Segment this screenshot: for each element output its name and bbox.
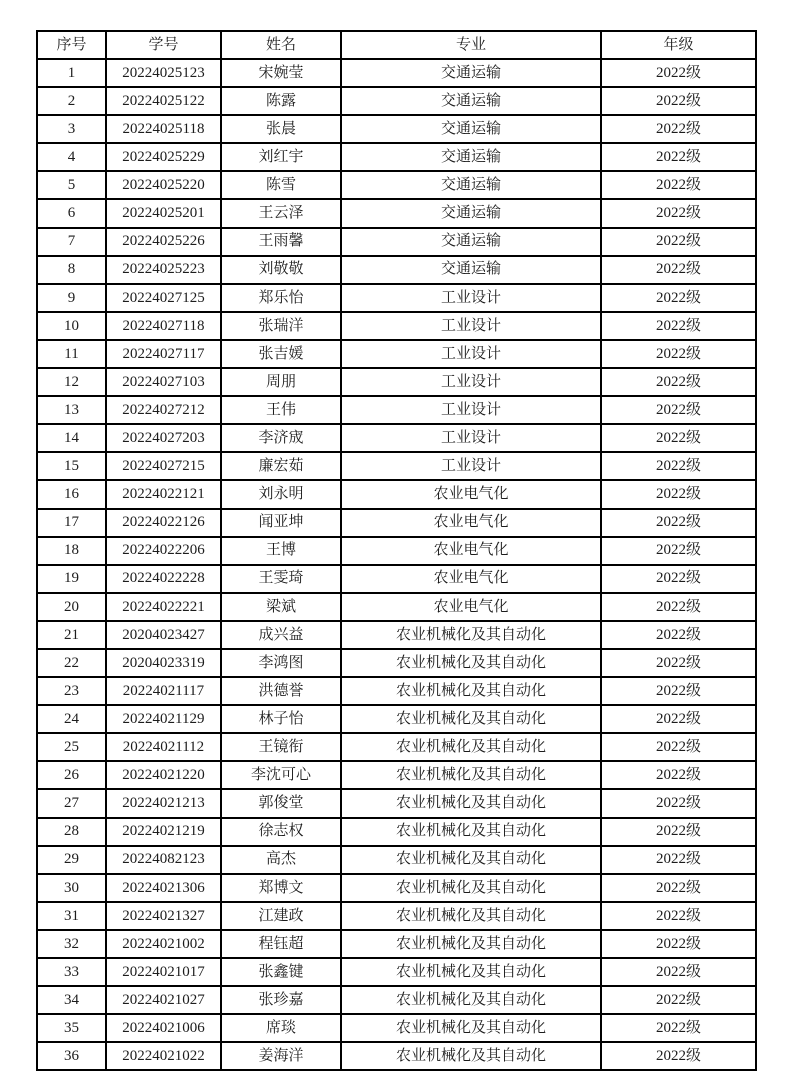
- table-row: [37, 199, 756, 227]
- cell-grade: 2022级: [601, 537, 756, 565]
- table-row: [37, 818, 756, 846]
- cell-name: 林子怡: [221, 705, 341, 733]
- cell-name: 张吉媛: [221, 340, 341, 368]
- cell-name: 王雨馨: [221, 228, 341, 256]
- cell-grade: 2022级: [601, 958, 756, 986]
- cell-student-id: 20224025226: [106, 228, 221, 256]
- cell-grade: 2022级: [601, 396, 756, 424]
- table-row: [37, 958, 756, 986]
- cell-major: 交通运输: [341, 199, 601, 227]
- cell-major: 工业设计: [341, 396, 601, 424]
- cell-index: 4: [37, 143, 106, 171]
- cell-name: 程钰超: [221, 930, 341, 958]
- cell-student-id: 20224022228: [106, 565, 221, 593]
- cell-major: 农业电气化: [341, 565, 601, 593]
- cell-index: 22: [37, 649, 106, 677]
- cell-major: 交通运输: [341, 171, 601, 199]
- cell-major: 工业设计: [341, 284, 601, 312]
- cell-major: 交通运输: [341, 59, 601, 87]
- header-cell-name: 姓名: [221, 31, 341, 59]
- cell-index: 3: [37, 115, 106, 143]
- cell-index: 7: [37, 228, 106, 256]
- cell-major: 农业机械化及其自动化: [341, 930, 601, 958]
- table-row: [37, 340, 756, 368]
- cell-name: 王雯琦: [221, 565, 341, 593]
- cell-major: 农业机械化及其自动化: [341, 958, 601, 986]
- cell-index: 17: [37, 509, 106, 537]
- cell-major: 农业机械化及其自动化: [341, 761, 601, 789]
- cell-major: 农业电气化: [341, 593, 601, 621]
- cell-student-id: 20224021027: [106, 986, 221, 1014]
- cell-student-id: 20224027125: [106, 284, 221, 312]
- cell-name: 张瑞洋: [221, 312, 341, 340]
- cell-index: 33: [37, 958, 106, 986]
- cell-grade: 2022级: [601, 480, 756, 508]
- cell-major: 农业机械化及其自动化: [341, 902, 601, 930]
- cell-student-id: 20224025122: [106, 87, 221, 115]
- table-row: [37, 1042, 756, 1070]
- table-row: [37, 761, 756, 789]
- cell-index: 11: [37, 340, 106, 368]
- table-row: [37, 621, 756, 649]
- cell-name: 刘红宇: [221, 143, 341, 171]
- table-row: [37, 284, 756, 312]
- cell-major: 工业设计: [341, 452, 601, 480]
- cell-student-id: 20224021220: [106, 761, 221, 789]
- cell-name: 王云泽: [221, 199, 341, 227]
- cell-grade: 2022级: [601, 59, 756, 87]
- cell-name: 郑乐怡: [221, 284, 341, 312]
- cell-major: 农业机械化及其自动化: [341, 846, 601, 874]
- cell-student-id: 20224027215: [106, 452, 221, 480]
- cell-index: 8: [37, 256, 106, 284]
- cell-grade: 2022级: [601, 649, 756, 677]
- cell-student-id: 20224027203: [106, 424, 221, 452]
- table-row: [37, 87, 756, 115]
- cell-student-id: 20204023427: [106, 621, 221, 649]
- cell-name: 洪德誉: [221, 677, 341, 705]
- table-header-row: [37, 31, 756, 59]
- cell-index: 19: [37, 565, 106, 593]
- cell-name: 王镜衔: [221, 733, 341, 761]
- cell-index: 35: [37, 1014, 106, 1042]
- cell-name: 刘敬敬: [221, 256, 341, 284]
- cell-name: 李沈可心: [221, 761, 341, 789]
- cell-grade: 2022级: [601, 761, 756, 789]
- table-row: [37, 424, 756, 452]
- cell-grade: 2022级: [601, 733, 756, 761]
- cell-student-id: 20224021117: [106, 677, 221, 705]
- cell-index: 34: [37, 986, 106, 1014]
- cell-index: 9: [37, 284, 106, 312]
- cell-name: 廉宏茹: [221, 452, 341, 480]
- cell-student-id: 20224021002: [106, 930, 221, 958]
- cell-index: 5: [37, 171, 106, 199]
- cell-index: 29: [37, 846, 106, 874]
- cell-student-id: 20224022126: [106, 509, 221, 537]
- table-row: [37, 593, 756, 621]
- header-cell-grade: 年级: [601, 31, 756, 59]
- table-row: [37, 143, 756, 171]
- cell-major: 农业机械化及其自动化: [341, 649, 601, 677]
- table-row: [37, 480, 756, 508]
- cell-name: 张珍嘉: [221, 986, 341, 1014]
- cell-name: 李济宬: [221, 424, 341, 452]
- student-roster-table: [36, 30, 757, 1071]
- cell-grade: 2022级: [601, 228, 756, 256]
- cell-index: 31: [37, 902, 106, 930]
- cell-student-id: 20224025123: [106, 59, 221, 87]
- cell-name: 王博: [221, 537, 341, 565]
- table-row: [37, 228, 756, 256]
- cell-major: 农业机械化及其自动化: [341, 874, 601, 902]
- table-row: [37, 368, 756, 396]
- cell-major: 农业机械化及其自动化: [341, 705, 601, 733]
- cell-major: 农业电气化: [341, 509, 601, 537]
- cell-major: 工业设计: [341, 368, 601, 396]
- table-row: [37, 452, 756, 480]
- table-row: [37, 986, 756, 1014]
- cell-name: 梁斌: [221, 593, 341, 621]
- cell-grade: 2022级: [601, 312, 756, 340]
- table-row: [37, 1014, 756, 1042]
- cell-name: 张晨: [221, 115, 341, 143]
- cell-index: 16: [37, 480, 106, 508]
- cell-student-id: 20224025201: [106, 199, 221, 227]
- cell-index: 26: [37, 761, 106, 789]
- cell-name: 徐志权: [221, 818, 341, 846]
- cell-name: 刘永明: [221, 480, 341, 508]
- cell-index: 20: [37, 593, 106, 621]
- cell-name: 席琰: [221, 1014, 341, 1042]
- cell-name: 姜海洋: [221, 1042, 341, 1070]
- cell-student-id: 20224027117: [106, 340, 221, 368]
- cell-name: 郭俊堂: [221, 789, 341, 817]
- cell-student-id: 20224027212: [106, 396, 221, 424]
- cell-major: 农业机械化及其自动化: [341, 1042, 601, 1070]
- table-row: [37, 846, 756, 874]
- table-row: [37, 874, 756, 902]
- cell-index: 2: [37, 87, 106, 115]
- cell-student-id: 20224082123: [106, 846, 221, 874]
- header-cell-major: 专业: [341, 31, 601, 59]
- cell-major: 农业机械化及其自动化: [341, 789, 601, 817]
- cell-major: 工业设计: [341, 424, 601, 452]
- cell-grade: 2022级: [601, 256, 756, 284]
- cell-grade: 2022级: [601, 565, 756, 593]
- cell-major: 交通运输: [341, 87, 601, 115]
- cell-name: 张鑫键: [221, 958, 341, 986]
- cell-index: 25: [37, 733, 106, 761]
- cell-name: 郑博文: [221, 874, 341, 902]
- cell-index: 18: [37, 537, 106, 565]
- cell-grade: 2022级: [601, 368, 756, 396]
- cell-name: 陈雪: [221, 171, 341, 199]
- cell-index: 14: [37, 424, 106, 452]
- cell-grade: 2022级: [601, 846, 756, 874]
- cell-grade: 2022级: [601, 171, 756, 199]
- cell-grade: 2022级: [601, 143, 756, 171]
- cell-major: 交通运输: [341, 115, 601, 143]
- cell-name: 王伟: [221, 396, 341, 424]
- cell-index: 10: [37, 312, 106, 340]
- cell-index: 24: [37, 705, 106, 733]
- cell-index: 15: [37, 452, 106, 480]
- table-row: [37, 733, 756, 761]
- cell-grade: 2022级: [601, 705, 756, 733]
- header-cell-index: 序号: [37, 31, 106, 59]
- cell-index: 30: [37, 874, 106, 902]
- cell-index: 1: [37, 59, 106, 87]
- cell-student-id: 20224021129: [106, 705, 221, 733]
- cell-student-id: 20224021219: [106, 818, 221, 846]
- cell-student-id: 20224021017: [106, 958, 221, 986]
- table-row: [37, 59, 756, 87]
- cell-name: 李鸿图: [221, 649, 341, 677]
- cell-student-id: 20224022206: [106, 537, 221, 565]
- cell-index: 6: [37, 199, 106, 227]
- cell-student-id: 20224027103: [106, 368, 221, 396]
- cell-grade: 2022级: [601, 986, 756, 1014]
- cell-major: 农业机械化及其自动化: [341, 1014, 601, 1042]
- table-row: [37, 256, 756, 284]
- cell-index: 23: [37, 677, 106, 705]
- table-row: [37, 930, 756, 958]
- cell-major: 农业机械化及其自动化: [341, 677, 601, 705]
- cell-index: 13: [37, 396, 106, 424]
- cell-major: 交通运输: [341, 228, 601, 256]
- cell-major: 农业机械化及其自动化: [341, 818, 601, 846]
- cell-name: 高杰: [221, 846, 341, 874]
- table-row: [37, 509, 756, 537]
- cell-student-id: 20224027118: [106, 312, 221, 340]
- table-row: [37, 396, 756, 424]
- cell-student-id: 20224021112: [106, 733, 221, 761]
- cell-name: 陈露: [221, 87, 341, 115]
- cell-grade: 2022级: [601, 930, 756, 958]
- header-cell-student-id: 学号: [106, 31, 221, 59]
- table-row: [37, 902, 756, 930]
- table-row: [37, 537, 756, 565]
- cell-grade: 2022级: [601, 1042, 756, 1070]
- cell-student-id: 20224025220: [106, 171, 221, 199]
- cell-grade: 2022级: [601, 1014, 756, 1042]
- cell-major: 农业机械化及其自动化: [341, 986, 601, 1014]
- cell-grade: 2022级: [601, 818, 756, 846]
- cell-student-id: 20224025223: [106, 256, 221, 284]
- cell-index: 12: [37, 368, 106, 396]
- cell-name: 宋婉莹: [221, 59, 341, 87]
- cell-major: 农业电气化: [341, 480, 601, 508]
- cell-major: 工业设计: [341, 312, 601, 340]
- table-row: [37, 565, 756, 593]
- cell-major: 工业设计: [341, 340, 601, 368]
- table-row: [37, 677, 756, 705]
- cell-name: 江建政: [221, 902, 341, 930]
- table-row: [37, 649, 756, 677]
- table-row: [37, 115, 756, 143]
- cell-index: 27: [37, 789, 106, 817]
- cell-grade: 2022级: [601, 593, 756, 621]
- cell-student-id: 20224021306: [106, 874, 221, 902]
- cell-grade: 2022级: [601, 677, 756, 705]
- cell-student-id: 20224022121: [106, 480, 221, 508]
- cell-grade: 2022级: [601, 902, 756, 930]
- table-row: [37, 171, 756, 199]
- cell-grade: 2022级: [601, 509, 756, 537]
- cell-grade: 2022级: [601, 874, 756, 902]
- cell-grade: 2022级: [601, 621, 756, 649]
- cell-grade: 2022级: [601, 115, 756, 143]
- cell-grade: 2022级: [601, 284, 756, 312]
- cell-index: 36: [37, 1042, 106, 1070]
- table-row: [37, 705, 756, 733]
- cell-index: 21: [37, 621, 106, 649]
- cell-major: 交通运输: [341, 256, 601, 284]
- cell-grade: 2022级: [601, 424, 756, 452]
- cell-student-id: 20224021213: [106, 789, 221, 817]
- cell-student-id: 20224025118: [106, 115, 221, 143]
- cell-name: 闻亚坤: [221, 509, 341, 537]
- cell-major: 交通运输: [341, 143, 601, 171]
- cell-name: 周朋: [221, 368, 341, 396]
- cell-index: 32: [37, 930, 106, 958]
- cell-major: 农业电气化: [341, 537, 601, 565]
- cell-grade: 2022级: [601, 452, 756, 480]
- cell-student-id: 20224021006: [106, 1014, 221, 1042]
- table-row: [37, 789, 756, 817]
- table-row: [37, 312, 756, 340]
- cell-grade: 2022级: [601, 87, 756, 115]
- cell-student-id: 20224021022: [106, 1042, 221, 1070]
- cell-student-id: 20224021327: [106, 902, 221, 930]
- cell-major: 农业机械化及其自动化: [341, 733, 601, 761]
- cell-name: 成兴益: [221, 621, 341, 649]
- cell-student-id: 20224025229: [106, 143, 221, 171]
- cell-major: 农业机械化及其自动化: [341, 621, 601, 649]
- cell-grade: 2022级: [601, 340, 756, 368]
- cell-index: 28: [37, 818, 106, 846]
- cell-student-id: 20224022221: [106, 593, 221, 621]
- cell-grade: 2022级: [601, 199, 756, 227]
- cell-grade: 2022级: [601, 789, 756, 817]
- table-body: [37, 59, 756, 1070]
- cell-student-id: 20204023319: [106, 649, 221, 677]
